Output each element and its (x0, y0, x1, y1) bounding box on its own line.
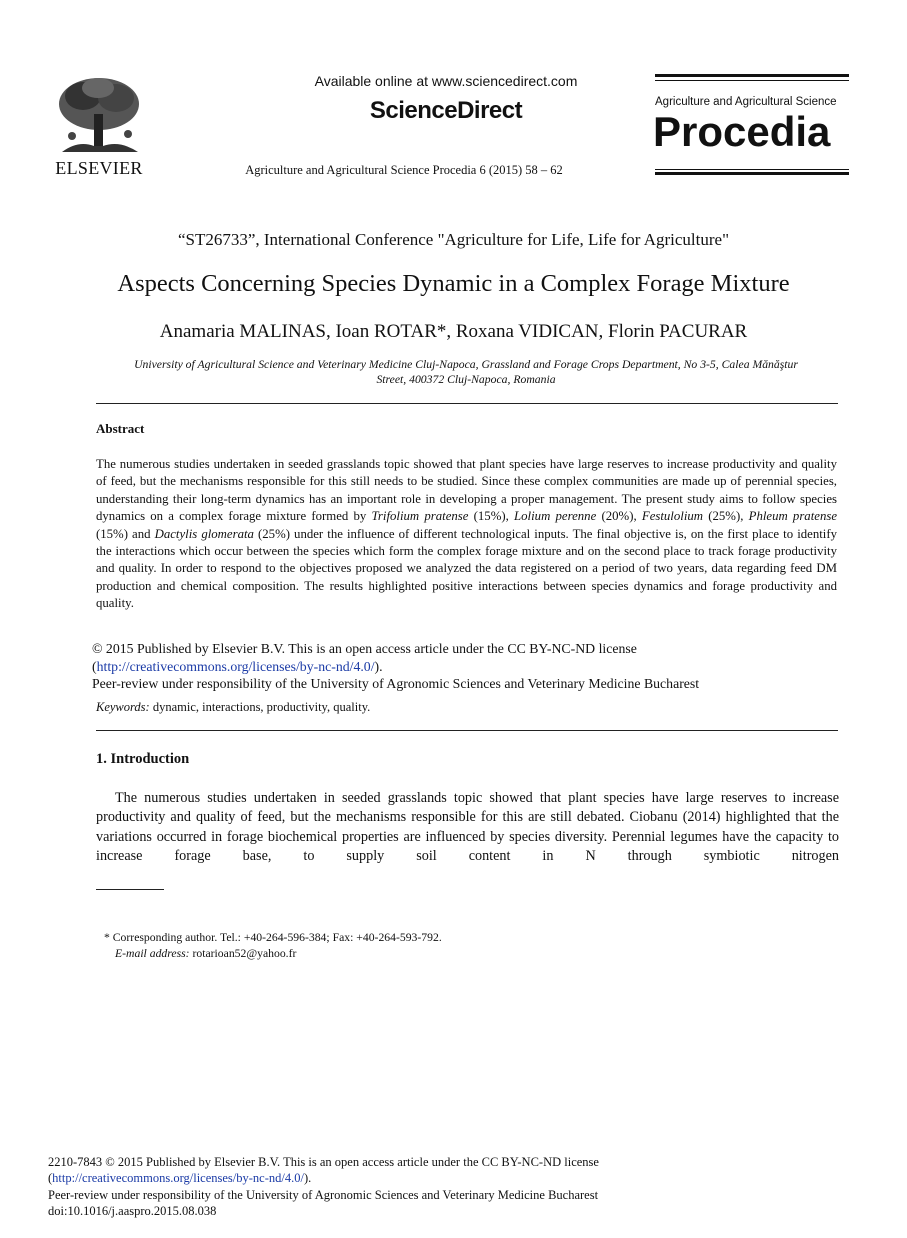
license-line: © 2015 Published by Elsevier B.V. This is an open access article under the CC BY-NC-ND license (92, 641, 637, 656)
divider-top (96, 403, 838, 404)
footer-license-link[interactable]: http://creativecommons.org/licenses/by-nc-nd/4.0/ (52, 1171, 304, 1185)
procedia-journal-name: Agriculture and Agricultural Science (655, 96, 837, 108)
license-paren-open: ( (92, 659, 97, 674)
footer-paren-close: ). (303, 1171, 312, 1185)
keywords-line (96, 700, 370, 715)
email-label: E-mail address: (115, 947, 190, 960)
abstract-body (96, 456, 837, 613)
keywords-values: dynamic, interactions, productivity, quality. (152, 700, 371, 714)
footer-url-line (48, 1171, 311, 1186)
species-festulolium: Festulolium (641, 509, 704, 524)
elsevier-tree-icon (48, 74, 150, 160)
elsevier-wordmark: ELSEVIER (55, 158, 143, 178)
abstract-pct-4: (15%) and (96, 526, 155, 541)
introduction-heading: 1. Introduction (96, 751, 190, 767)
footnote-rule (96, 889, 164, 890)
procedia-logo (655, 74, 849, 176)
license-url-line (92, 659, 383, 675)
elsevier-logo (48, 74, 150, 178)
email-address[interactable]: rotarioan52@yahoo.fr (192, 947, 297, 960)
abstract-heading: Abstract (96, 421, 145, 436)
abstract-text-2: (25%) under the influence of different technological inputs. The final objective is, on the first place to identify the interactions which occur between the species which form the complex forage mixture and on the second place to track forage productivity and quality. In order to respond to the objectives proposed we analyzed the data registered on a period of two years, data regarding feed DM production and chemical composition. The results highlighted positive interactions between species dynamics and forage productivity and quality. (96, 526, 838, 611)
introduction-body: The numerous studies undertaken in seeded grasslands topic showed that plant species have large reserves to increase productivity and quality of feed, but the mechanisms responsible for this are still debated. Ciobanu (2014) highlighted that the variations occurred in forage biochemical properties are influenced by species diversity. Perennial legumes have the capacity to increase forage base, to supply soil content in N through symbiotic nitrogen (96, 790, 839, 864)
species-lolium: Lolium perenne (514, 509, 597, 524)
available-online: Available online at www.sciencedirect.com (314, 73, 578, 89)
footnote-email-line (115, 947, 296, 960)
sciencedirect-logo: ScienceDirect (369, 97, 523, 124)
abstract-text-1: The numerous studies undertaken in seeded grasslands topic showed that plant species have large reserves to increase productivity and quality of feed, but the mechanisms responsible for this still needs to be studied. Since these complex communities are made up of perennial species, understanding their long-term dynamics has an important role in developing a proper management. The present study aims to follow species dynamics on a complex forage mixture formed by (96, 457, 837, 524)
divider-bottom (96, 730, 838, 731)
species-dactylis: Dactylis glomerata (154, 526, 254, 541)
peer-review-line: Peer-review under responsibility of the University of Agronomic Sciences and Veterinary Medicine Bucharest (92, 676, 700, 691)
affiliation-line-1: University of Agricultural Science and Veterinary Medicine Cluj-Napoca, Grassland and Forage Crops Department, No 3-5, Calea Mănăştur (134, 358, 798, 371)
procedia-bottom-rule-2 (655, 172, 849, 175)
procedia-top-rule-2 (655, 80, 849, 81)
paper-title: Aspects Concerning Species Dynamic in a Complex Forage Mixture (117, 270, 790, 297)
paper-authors: Anamaria MALINAS, Ioan ROTAR*, Roxana VIDICAN, Florin PACURAR (159, 321, 748, 342)
abstract-pct-2: (20%), (596, 509, 642, 524)
affiliation-line-2: Street, 400372 Cluj-Napoca, Romania (376, 373, 556, 386)
footer-doi: doi:10.1016/j.aaspro.2015.08.038 (48, 1204, 217, 1218)
keywords-label: Keywords: (96, 700, 150, 714)
license-link[interactable]: http://creativecommons.org/licenses/by-nc-nd/4.0/ (96, 659, 375, 674)
conference-name: “ST26733”, International Conference "Agriculture for Life, Life for Agriculture" (177, 230, 730, 249)
journal-citation: Agriculture and Agricultural Science Procedia 6 (2015) 58 – 62 (245, 163, 563, 177)
footer-issn-license: 2210-7843 © 2015 Published by Elsevier B.V. This is an open access article under the CC BY-NC-ND license (48, 1155, 599, 1169)
species-trifolium: Trifolium pratense (371, 509, 469, 524)
species-phleum: Phleum pratense (748, 509, 837, 524)
abstract-pct-3: (25%), (703, 509, 749, 524)
procedia-bottom-rule (655, 169, 849, 170)
footer-peer-review: Peer-review under responsibility of the University of Agronomic Sciences and Veterinary Medicine Bucharest (48, 1188, 599, 1202)
procedia-wordmark: Procedia (653, 108, 831, 155)
license-paren-close: ). (374, 659, 383, 674)
procedia-top-rule (655, 74, 849, 77)
abstract-pct-1: (15%), (468, 509, 515, 524)
footnote-corresponding: * Corresponding author. Tel.: +40-264-596-384; Fax: +40-264-593-792. (104, 931, 442, 944)
footer-paren-open: ( (48, 1171, 53, 1185)
